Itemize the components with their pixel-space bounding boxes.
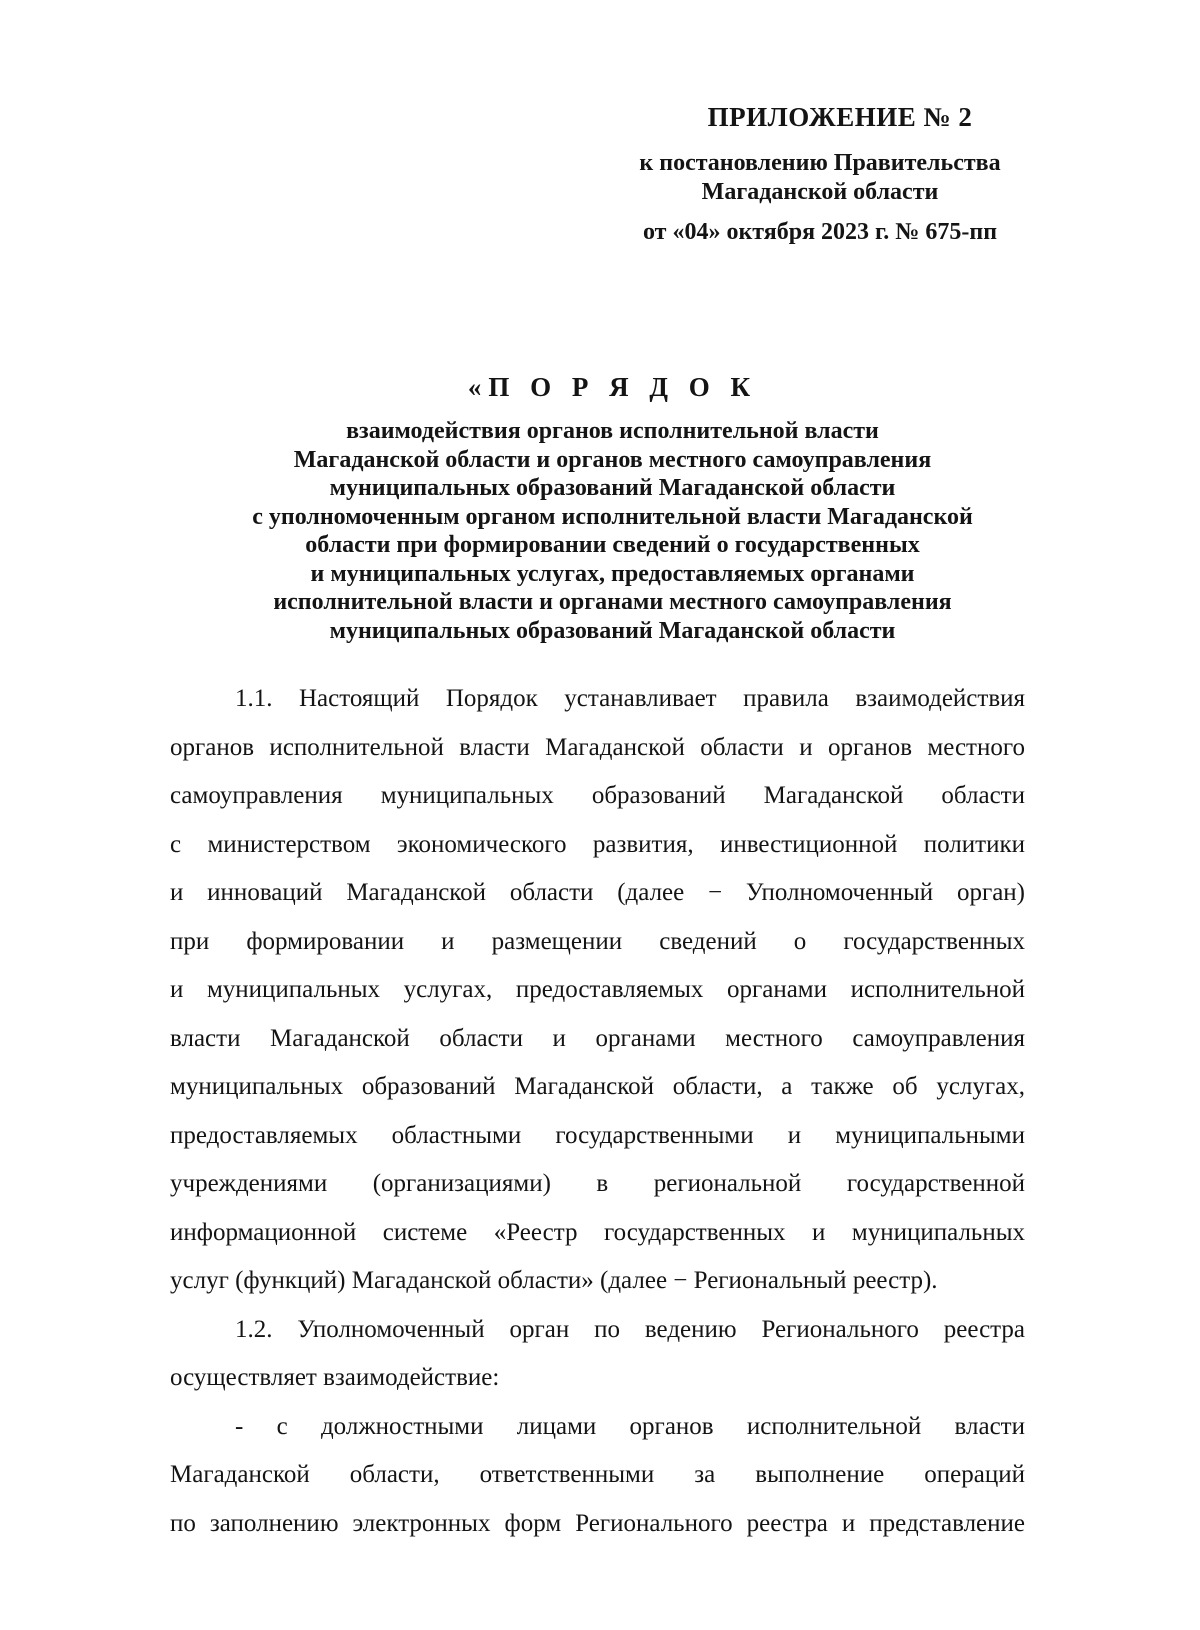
text-line: власти Магаданской области и органами местного самоуправления — [170, 1024, 1025, 1052]
appendix-block — [590, 102, 1050, 247]
heading-line: Магаданской области и органов местного самоуправления — [293, 446, 932, 473]
text-line: при формировании и размещении сведений о государственных — [170, 927, 1025, 955]
heading-line: исполнительной власти и органами местного самоуправления — [273, 589, 952, 615]
text-line: и инноваций Магаданской области (далее − Уполномоченный орган) — [170, 879, 1025, 906]
heading-line: муниципальных образований Магаданской области — [329, 617, 896, 644]
text-line: Магаданской области, ответственными за выполнение операций — [170, 1461, 1025, 1488]
paragraph-list-item — [170, 1412, 1025, 1558]
text-line: по заполнению электронных форм Регионального реестра и представление — [170, 1509, 1025, 1537]
heading-line: взаимодействия органов исполнительной власти — [346, 418, 879, 444]
heading-line: и муниципальных услугах, предоставляемых органами — [310, 560, 915, 587]
appendix-line-1: к постановлению Правительства — [639, 150, 1001, 176]
heading-line: с уполномоченным органом исполнительной власти Магаданской — [252, 503, 973, 530]
document-body — [170, 684, 1025, 1557]
document-heading — [120, 372, 1105, 645]
text-line: муниципальных образований Магаданской области, а также об услугах, — [170, 1073, 1025, 1100]
text-line: осуществляет взаимодействие: — [170, 1364, 500, 1391]
appendix-line-3: от «04» октября 2023 г. № 675-пп — [642, 219, 998, 245]
text-line: органов исполнительной власти Магаданской области и органов местного — [170, 733, 1025, 761]
paragraph-1-2 — [170, 1315, 1025, 1412]
text-line: 1.2. Уполномоченный орган по ведению Регионального реестра — [235, 1315, 1025, 1343]
text-line: учреждениями (организациями) в региональной государственной — [170, 1170, 1025, 1197]
appendix-title: ПРИЛОЖЕНИЕ № 2 — [707, 102, 973, 132]
text-line: - с должностными лицами органов исполнительной власти — [235, 1412, 1025, 1440]
text-line: самоуправления муниципальных образований Магаданской области — [170, 782, 1025, 809]
text-line: услуг (функций) Магаданской области» (далее − Региональный реестр). — [170, 1267, 938, 1294]
text-line: и муниципальных услугах, предоставляемых органами исполнительной — [170, 976, 1025, 1003]
paragraph-1-1 — [170, 684, 1025, 1315]
text-line: с министерством экономического развития, инвестиционной политики — [170, 830, 1025, 858]
heading-line: муниципальных образований Магаданской области — [329, 475, 896, 501]
appendix-line-2: Магаданской области — [701, 179, 939, 205]
text-line: предоставляемых областными государственными и муниципальными — [170, 1121, 1025, 1149]
heading-title: «П О Р Я Д О К — [467, 372, 758, 402]
text-line: 1.1. Настоящий Порядок устанавливает правила взаимодействия — [235, 685, 1025, 712]
heading-line: области при формировании сведений о государственных — [305, 532, 920, 558]
text-line: информационной системе «Реестр государственных и муниципальных — [170, 1218, 1025, 1246]
